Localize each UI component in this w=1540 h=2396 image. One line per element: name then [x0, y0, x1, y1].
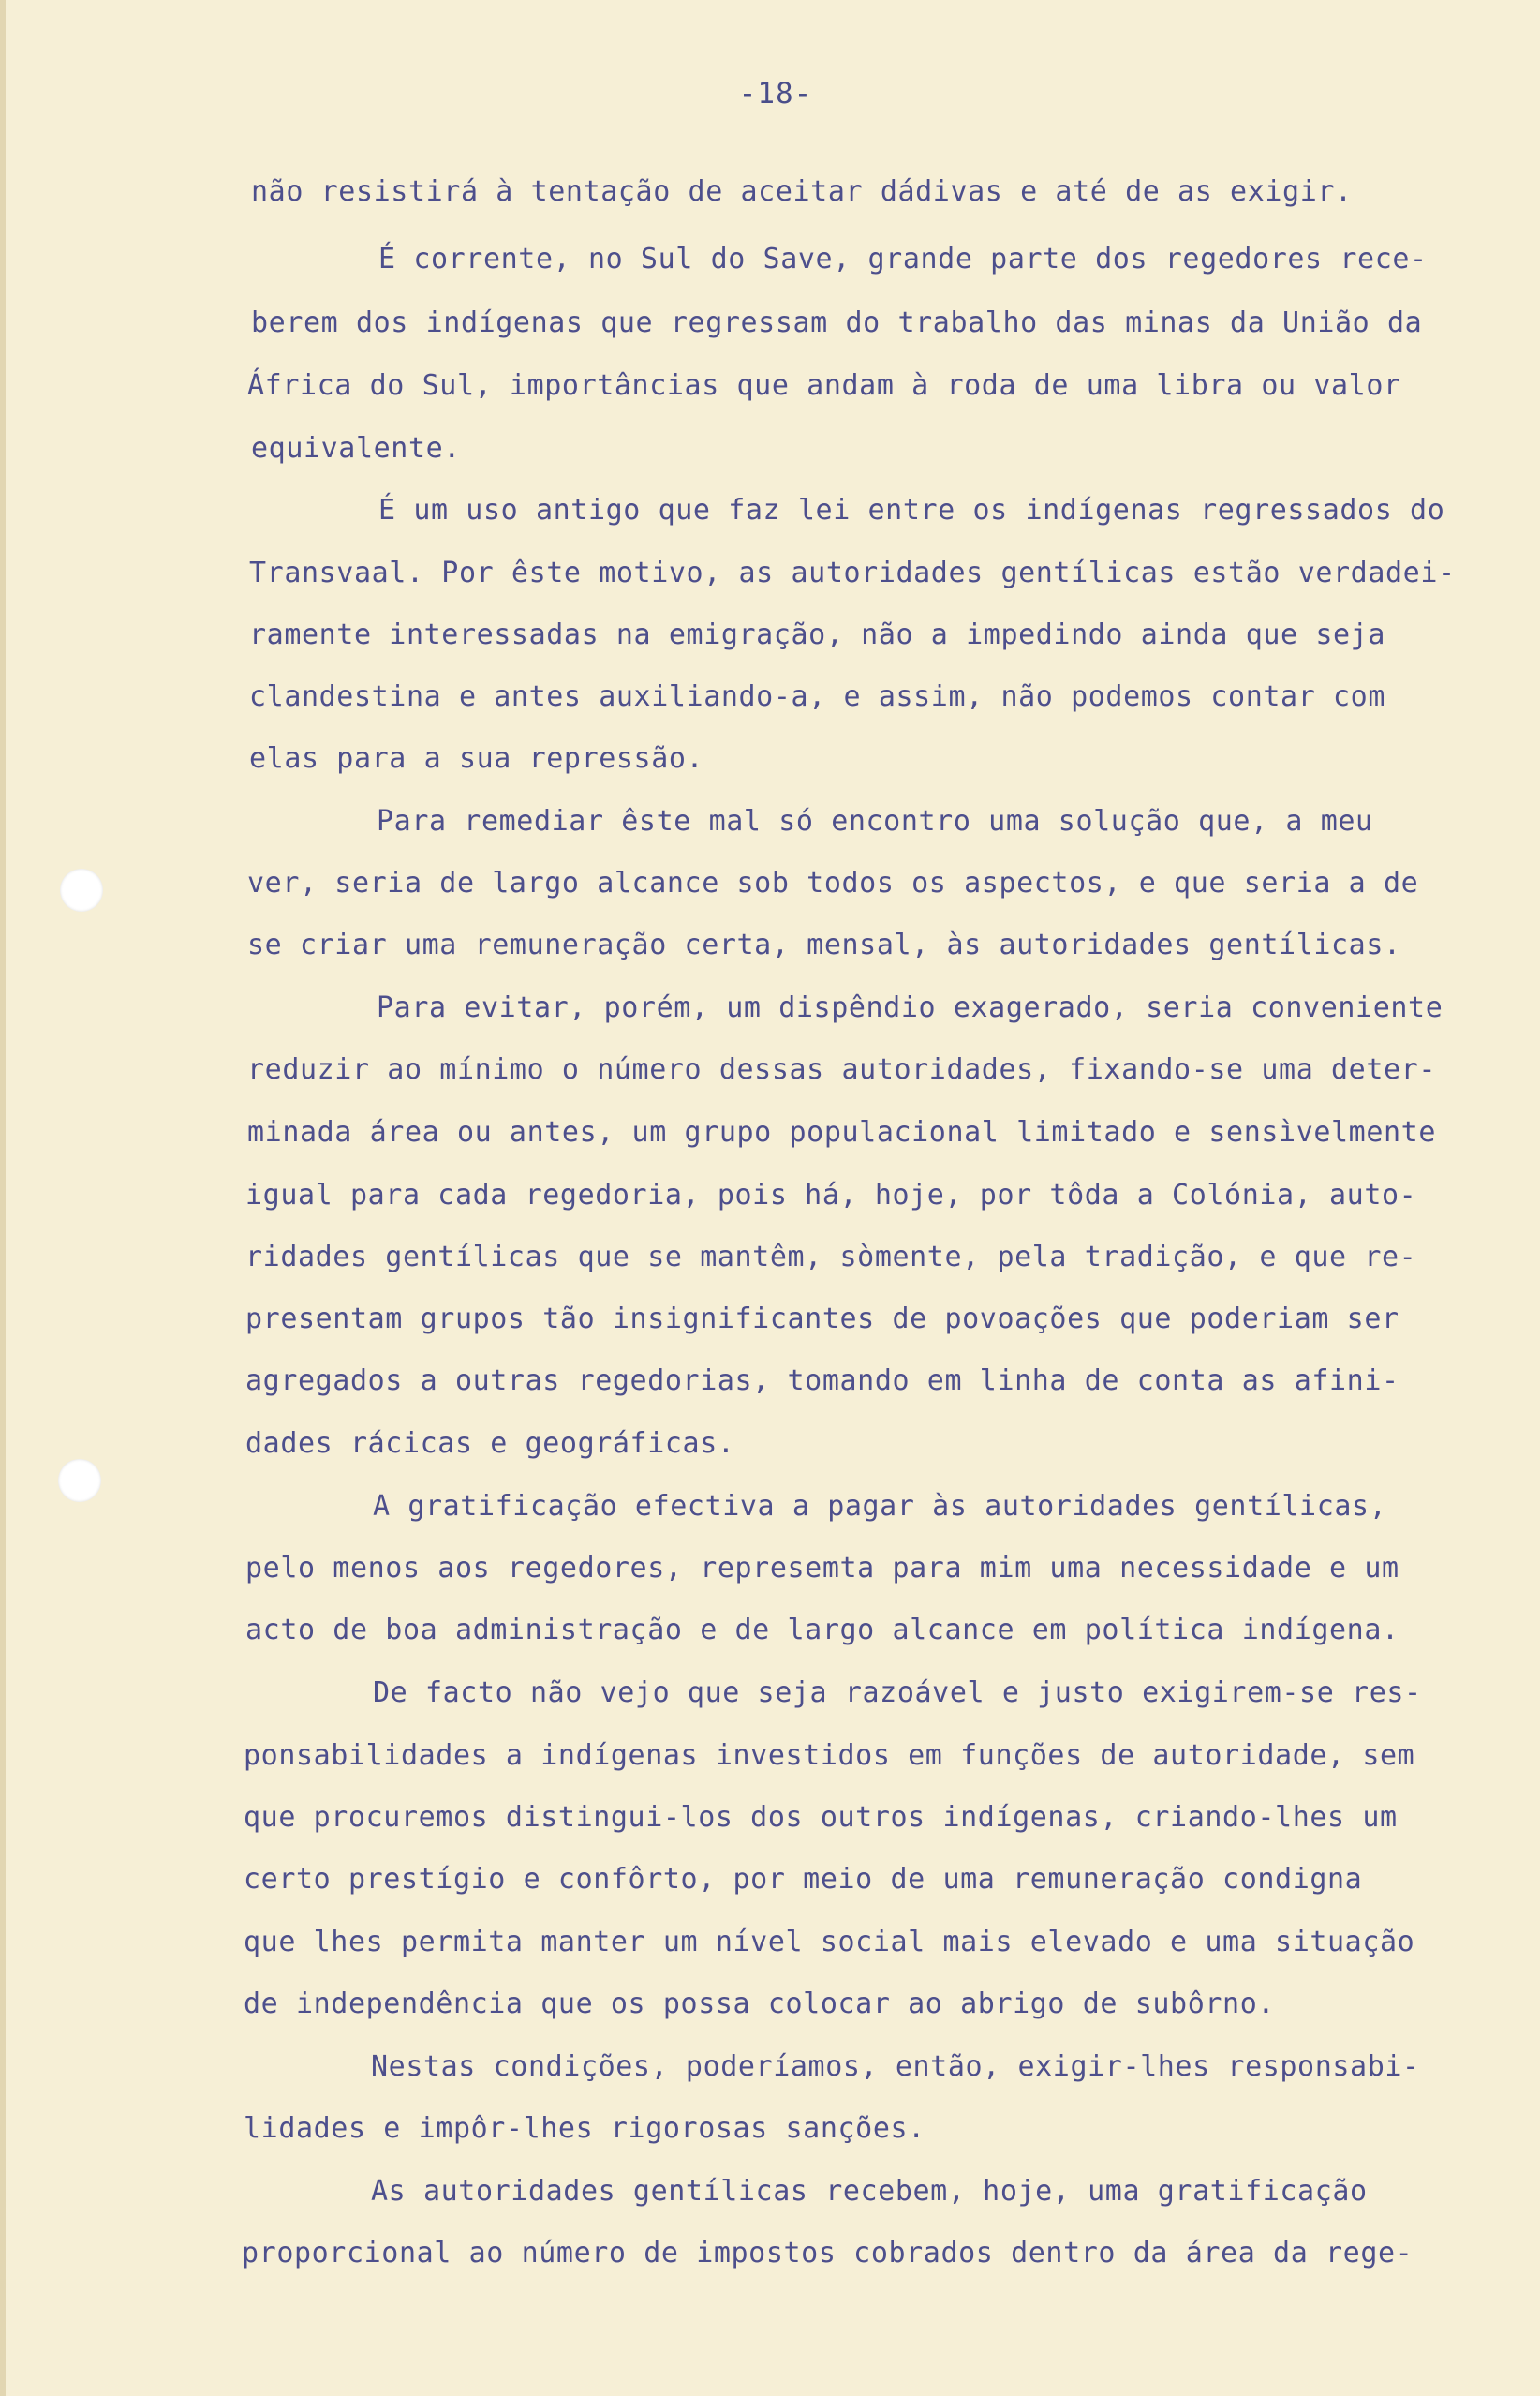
text-line: se criar uma remuneração certa, mensal, às autoridades gentílicas. [247, 929, 1401, 961]
text-line: África do Sul, importâncias que andam à roda de uma libra ou valor [247, 369, 1401, 402]
text-line: proporcional ao número de impostos cobrados dentro da área da rege- [242, 2237, 1414, 2270]
text-line: reduzir ao mínimo o número dessas autoridades, fixando-se uma deter- [247, 1053, 1436, 1086]
text-line: De facto não vejo que seja razoável e justo exigirem-se res- [373, 1676, 1422, 1709]
text-line: Para remediar êste mal só encontro uma solução que, a meu [377, 805, 1373, 838]
text-line: dades rácicas e geográficas. [245, 1427, 735, 1460]
text-line: pelo menos aos regedores, represemta para mim uma necessidade e um [245, 1552, 1399, 1585]
text-line: agregados a outras regedorias, tomando em linha de conta as afini- [245, 1364, 1399, 1397]
text-line: É um uso antigo que faz lei entre os indígenas regressados do [378, 494, 1445, 527]
text-line: que lhes permita manter um nível social mais elevado e uma situação [244, 1926, 1415, 1958]
text-line: que procuremos distingui-los dos outros indígenas, criando-lhes um [244, 1801, 1398, 1834]
text-line: presentam grupos tão insignificantes de povoações que poderiam ser [245, 1302, 1399, 1335]
text-line: clandestina e antes auxiliando-a, e assim, não podemos contar com [249, 680, 1385, 713]
page-number: -18- [738, 77, 813, 111]
text-line: Transvaal. Por êste motivo, as autoridades gentílicas estão verdadei- [249, 557, 1456, 589]
text-line: Para evitar, porém, um dispêndio exagerado, seria conveniente [377, 991, 1444, 1024]
text-line: ridades gentílicas que se mantêm, sòmente, pela tradição, e que re- [245, 1241, 1417, 1273]
text-line: equivalente. [251, 432, 461, 465]
text-line: ver, seria de largo alcance sob todos os aspectos, e que seria a de [247, 867, 1419, 900]
text-line: igual para cada regedoria, pois há, hoje, por tôda a Colónia, auto- [245, 1179, 1417, 1212]
text-line: acto de boa administração e de largo alcance em política indígena. [245, 1614, 1399, 1646]
text-line: certo prestígio e confôrto, por meio de uma remuneração condigna [244, 1863, 1363, 1896]
text-line: ponsabilidades a indígenas investidos em funções de autoridade, sem [244, 1739, 1415, 1772]
punch-hole [60, 869, 103, 912]
text-line: minada área ou antes, um grupo populacional limitado e sensìvelmente [247, 1116, 1436, 1149]
text-line: As autoridades gentílicas recebem, hoje, uma gratificação [371, 2175, 1368, 2208]
text-line: É corrente, no Sul do Save, grande parte dos regedores rece- [378, 243, 1428, 275]
text-line: lidades e impôr-lhes rigorosas sanções. [244, 2112, 925, 2145]
text-line: elas para a sua repressão. [249, 742, 704, 775]
text-line: não resistirá à tentação de aceitar dádivas e até de as exigir. [251, 175, 1353, 208]
text-line: berem dos indígenas que regressam do trabalho das minas da União da [251, 306, 1423, 339]
text-line: de independência que os possa colocar ao abrigo de subôrno. [244, 1987, 1276, 2020]
text-line: A gratificação efectiva a pagar às autoridades gentílicas, [373, 1490, 1387, 1523]
text-line: Nestas condições, poderíamos, então, exigir-lhes responsabi- [371, 2050, 1420, 2083]
punch-hole [58, 1459, 101, 1502]
text-line: ramente interessadas na emigração, não a impedindo ainda que seja [249, 618, 1385, 651]
